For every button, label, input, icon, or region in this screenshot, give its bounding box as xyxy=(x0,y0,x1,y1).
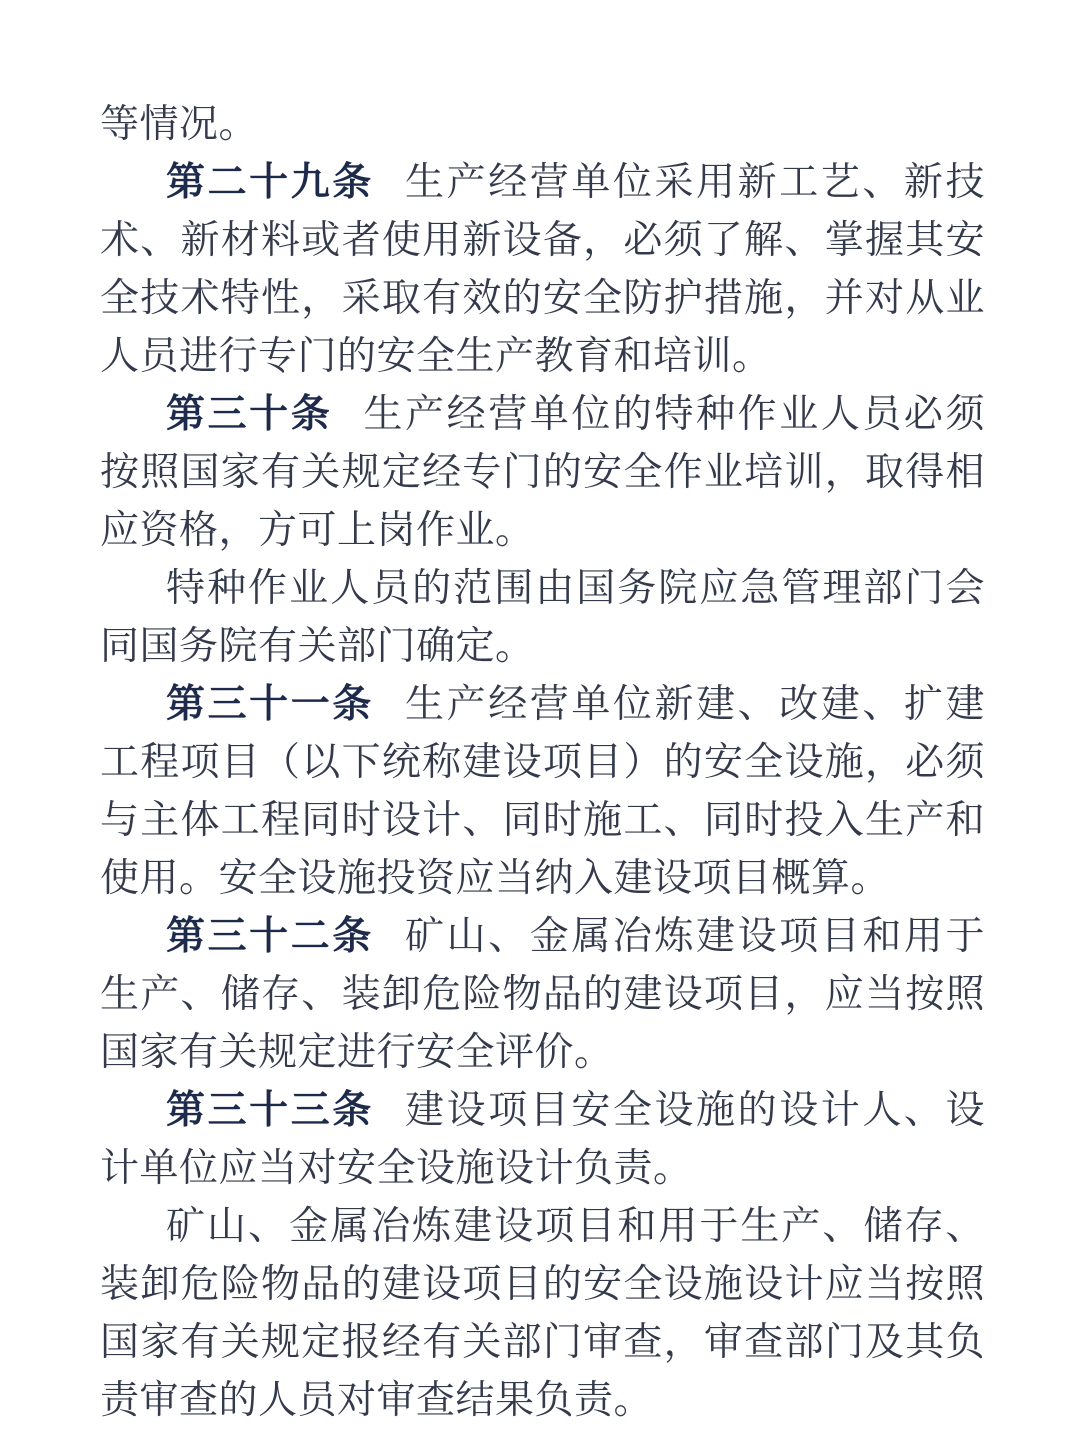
paragraph-design-review xyxy=(100,1198,985,1430)
law-text-body xyxy=(100,96,985,1430)
paragraph-text: 矿山、金属冶炼建设项目和用于生产、储存、装卸危险物品的建设项目的安全设施设计应当按照国家有关规定报经有关部门审查，审查部门及其负责审查的人员对审查结果负责。 xyxy=(100,1205,985,1422)
article-paragraph-29 xyxy=(100,154,985,386)
article-number: 第三十二条 xyxy=(166,915,374,958)
article-number: 第三十一条 xyxy=(166,683,374,726)
article-paragraph-30 xyxy=(100,386,985,560)
paragraph-text: 生产经营单位新建、改建、扩建工程项目（以下统称建设项目）的安全设施，必须与主体工程同时设计、同时施工、同时投入生产和使用。安全设施投资应当纳入建设项目概算。 xyxy=(100,683,985,900)
paragraph-continuation xyxy=(100,96,985,154)
article-number: 第三十条 xyxy=(166,393,333,436)
article-paragraph-31 xyxy=(100,676,985,908)
article-number: 第二十九条 xyxy=(166,161,374,204)
paragraph-text: 特种作业人员的范围由国务院应急管理部门会同国务院有关部门确定。 xyxy=(100,567,985,668)
article-paragraph-33 xyxy=(100,1082,985,1198)
article-number: 第三十三条 xyxy=(166,1089,374,1132)
paragraph-special-operations xyxy=(100,560,985,676)
article-paragraph-32 xyxy=(100,908,985,1082)
paragraph-text: 建设项目安全设施的设计人、设计单位应当对安全设施设计负责。 xyxy=(100,1089,985,1190)
paragraph-text: 生产经营单位的特种作业人员必须按照国家有关规定经专门的安全作业培训，取得相应资格，方可上岗作业。 xyxy=(100,393,985,552)
paragraph-text: 矿山、金属冶炼建设项目和用于生产、储存、装卸危险物品的建设项目，应当按照国家有关规定进行安全评价。 xyxy=(100,915,985,1074)
paragraph-text: 等情况。 xyxy=(100,103,259,146)
paragraph-text: 生产经营单位采用新工艺、新技术、新材料或者使用新设备，必须了解、掌握其安全技术特性，采取有效的安全防护措施，并对从业人员进行专门的安全生产教育和培训。 xyxy=(100,161,985,378)
